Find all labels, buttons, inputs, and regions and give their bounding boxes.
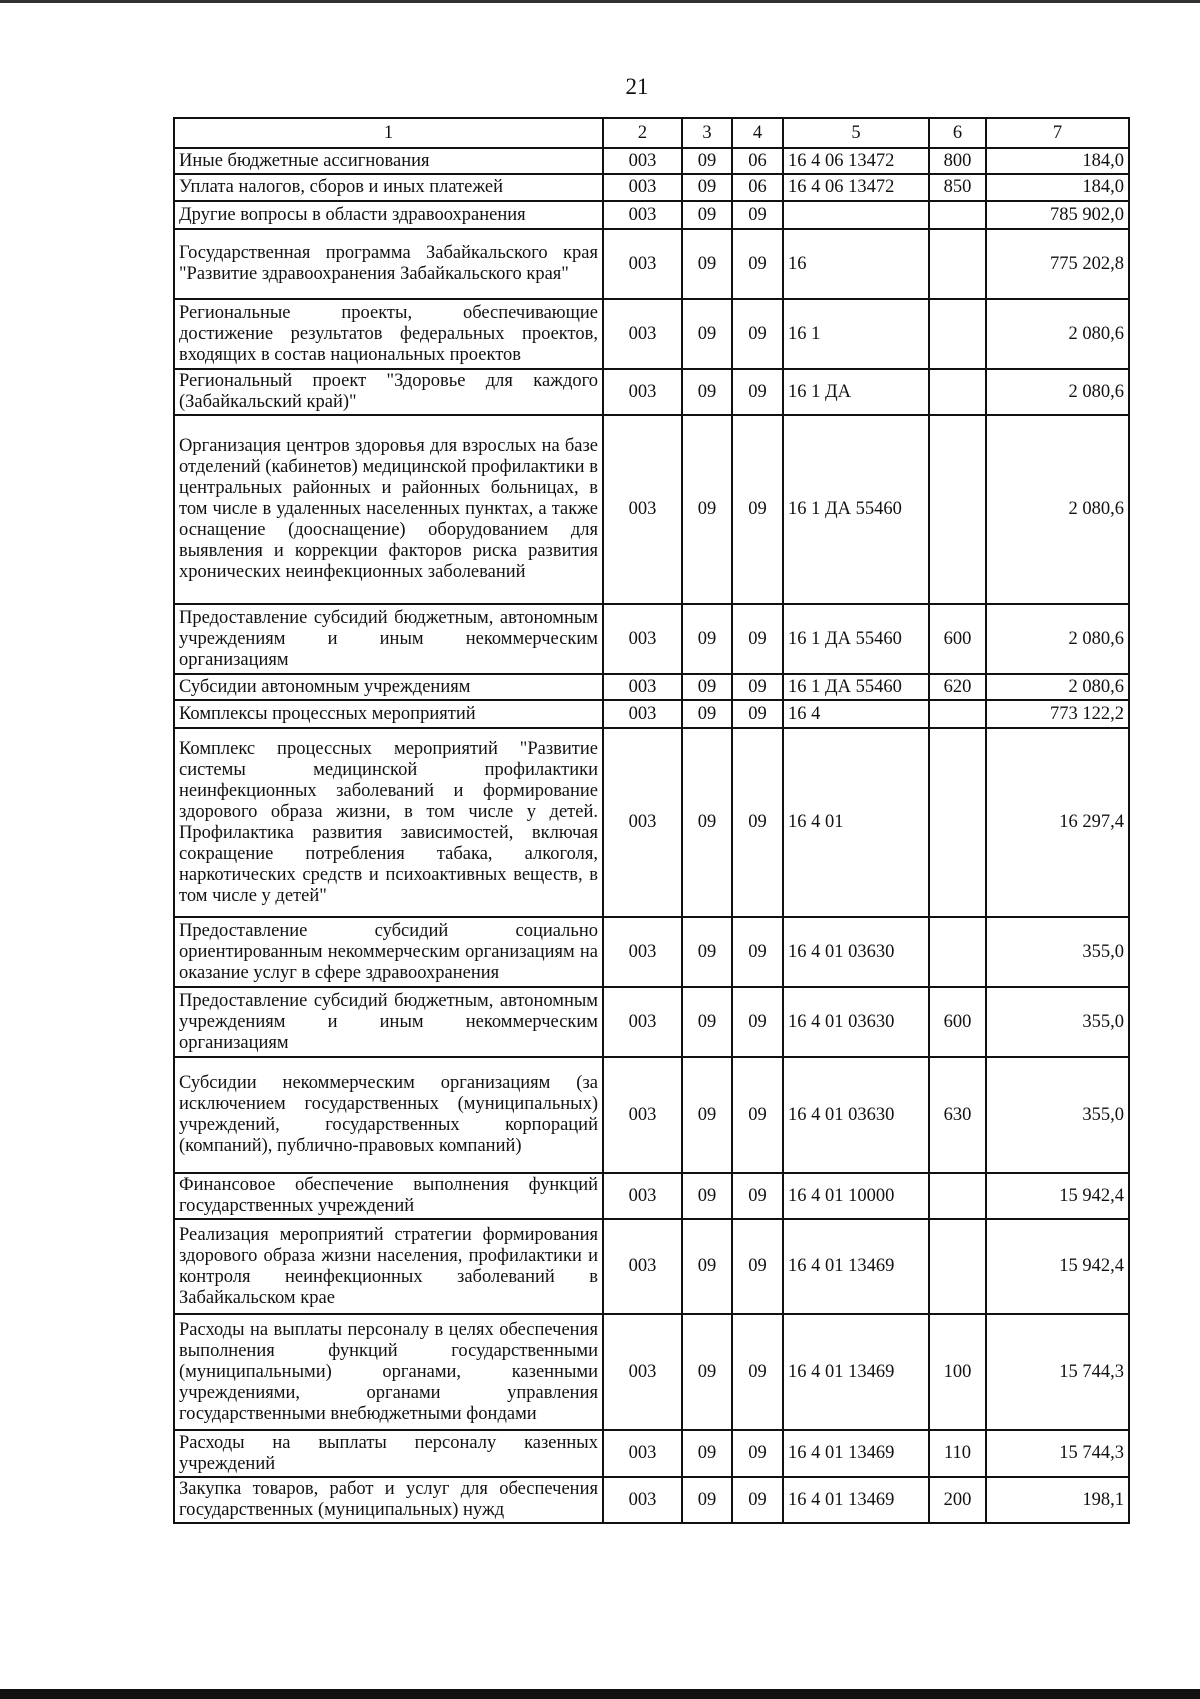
section-cell: 09 (682, 201, 732, 229)
row-name-cell: Региональный проект "Здоровье для каждого (Забайкальский край)" (174, 369, 603, 415)
amount-cell: 16 297,4 (986, 728, 1129, 917)
subsection-cell: 09 (732, 1477, 783, 1523)
amount-cell: 198,1 (986, 1477, 1129, 1523)
header-cell-5: 5 (783, 118, 929, 148)
table-row (174, 987, 1129, 1057)
expense-type-cell (929, 1219, 986, 1314)
row-name-cell: Финансовое обеспечение выполнения функций государственных учреждений (174, 1173, 603, 1219)
subsection-cell: 09 (732, 1219, 783, 1314)
subsection-cell: 09 (732, 201, 783, 229)
expense-type-cell: 100 (929, 1314, 986, 1430)
row-name-cell: Расходы на выплаты персоналу казенных учреждений (174, 1430, 603, 1477)
expense-type-cell: 600 (929, 987, 986, 1057)
subsection-cell: 09 (732, 1057, 783, 1173)
amount-cell: 184,0 (986, 174, 1129, 201)
row-name-cell: Иные бюджетные ассигнования (174, 148, 603, 174)
amount-cell: 355,0 (986, 1057, 1129, 1173)
subsection-cell: 09 (732, 674, 783, 700)
section-cell: 09 (682, 1219, 732, 1314)
table-row (174, 229, 1129, 299)
table-row (174, 415, 1129, 604)
subsection-cell: 09 (732, 700, 783, 728)
code-cell: 003 (603, 415, 682, 604)
subsection-cell: 09 (732, 917, 783, 987)
target-article-cell: 16 1 ДА 55460 (783, 415, 929, 604)
section-cell: 09 (682, 700, 732, 728)
row-name-cell: Уплата налогов, сборов и иных платежей (174, 174, 603, 201)
row-name-cell: Предоставление субсидий социально ориентированным некоммерческим организациям на оказание услуг в сфере здравоохранения (174, 917, 603, 987)
target-article-cell: 16 1 ДА (783, 369, 929, 415)
table-row (174, 1057, 1129, 1173)
header-cell-3: 3 (682, 118, 732, 148)
subsection-cell: 09 (732, 1314, 783, 1430)
amount-cell: 15 942,4 (986, 1219, 1129, 1314)
expense-type-cell (929, 201, 986, 229)
code-cell: 003 (603, 1477, 682, 1523)
table-row (174, 1430, 1129, 1477)
amount-cell: 775 202,8 (986, 229, 1129, 299)
section-cell: 09 (682, 415, 732, 604)
amount-cell: 184,0 (986, 148, 1129, 174)
row-name-cell: Закупка товаров, работ и услуг для обеспечения государственных (муниципальных) нужд (174, 1477, 603, 1523)
section-cell: 09 (682, 674, 732, 700)
table-row (174, 174, 1129, 201)
code-cell: 003 (603, 1430, 682, 1477)
table-header-row (174, 118, 1129, 148)
target-article-cell: 16 4 01 13469 (783, 1219, 929, 1314)
amount-cell: 773 122,2 (986, 700, 1129, 728)
section-cell: 09 (682, 229, 732, 299)
amount-cell: 15 744,3 (986, 1314, 1129, 1430)
subsection-cell: 09 (732, 299, 783, 369)
code-cell: 003 (603, 1219, 682, 1314)
target-article-cell: 16 (783, 229, 929, 299)
amount-cell: 2 080,6 (986, 299, 1129, 369)
expense-type-cell: 850 (929, 174, 986, 201)
header-cell-2: 2 (603, 118, 682, 148)
table-row (174, 148, 1129, 174)
table-row (174, 1173, 1129, 1219)
row-name-cell: Другие вопросы в области здравоохранения (174, 201, 603, 229)
amount-cell: 2 080,6 (986, 415, 1129, 604)
code-cell: 003 (603, 201, 682, 229)
table-row (174, 1219, 1129, 1314)
amount-cell: 355,0 (986, 917, 1129, 987)
target-article-cell: 16 4 01 10000 (783, 1173, 929, 1219)
section-cell: 09 (682, 604, 732, 674)
table-body (174, 118, 1129, 1523)
code-cell: 003 (603, 1173, 682, 1219)
header-cell-1: 1 (174, 118, 603, 148)
expense-type-cell (929, 415, 986, 604)
expense-type-cell (929, 728, 986, 917)
target-article-cell (783, 201, 929, 229)
table-row (174, 369, 1129, 415)
table-row (174, 728, 1129, 917)
section-cell: 09 (682, 148, 732, 174)
section-cell: 09 (682, 1477, 732, 1523)
target-article-cell: 16 4 01 13469 (783, 1314, 929, 1430)
amount-cell: 15 744,3 (986, 1430, 1129, 1477)
target-article-cell: 16 1 ДА 55460 (783, 604, 929, 674)
budget-table (173, 117, 1130, 1524)
section-cell: 09 (682, 1430, 732, 1477)
subsection-cell: 09 (732, 604, 783, 674)
section-cell: 09 (682, 1057, 732, 1173)
target-article-cell: 16 4 01 03630 (783, 917, 929, 987)
table-row (174, 201, 1129, 229)
target-article-cell: 16 4 01 (783, 728, 929, 917)
header-cell-6: 6 (929, 118, 986, 148)
subsection-cell: 09 (732, 369, 783, 415)
target-article-cell: 16 4 06 13472 (783, 174, 929, 201)
table-row (174, 917, 1129, 987)
amount-cell: 785 902,0 (986, 201, 1129, 229)
subsection-cell: 06 (732, 174, 783, 201)
row-name-cell: Расходы на выплаты персоналу в целях обеспечения выполнения функций государственными (муниципальными) органами, казенными учреждениями, органами управления государственными внебюджетными фондами (174, 1314, 603, 1430)
expense-type-cell (929, 229, 986, 299)
section-cell: 09 (682, 987, 732, 1057)
table-row (174, 674, 1129, 700)
section-cell: 09 (682, 174, 732, 201)
expense-type-cell: 630 (929, 1057, 986, 1173)
table-row (174, 700, 1129, 728)
header-cell-4: 4 (732, 118, 783, 148)
row-name-cell: Комплекс процессных мероприятий "Развитие системы медицинской профилактики неинфекционных заболеваний и формирование здорового образа жизни, в том числе у детей. Профилактика развития зависимостей, включая сокращение потребления табака, алкоголя, наркотических средств и психоактивных веществ, в том числе у детей" (174, 728, 603, 917)
row-name-cell: Региональные проекты, обеспечивающие достижение результатов федеральных проектов, входящих в состав национальных проектов (174, 299, 603, 369)
code-cell: 003 (603, 174, 682, 201)
section-cell: 09 (682, 1314, 732, 1430)
target-article-cell: 16 4 06 13472 (783, 148, 929, 174)
subsection-cell: 09 (732, 728, 783, 917)
expense-type-cell: 600 (929, 604, 986, 674)
row-name-cell: Организация центров здоровья для взрослых на базе отделений (кабинетов) медицинской профилактики в центральных районных и районных больницах, в том числе в удаленных населенных пунктах, а также оснащение (дооснащение) оборудованием для выявления и коррекции факторов риска развития хронических неинфекционных заболеваний (174, 415, 603, 604)
row-name-cell: Предоставление субсидий бюджетным, автономным учреждениям и иным некоммерческим организациям (174, 987, 603, 1057)
code-cell: 003 (603, 987, 682, 1057)
row-name-cell: Государственная программа Забайкальского края "Развитие здравоохранения Забайкальского края" (174, 229, 603, 299)
amount-cell: 2 080,6 (986, 369, 1129, 415)
row-name-cell: Реализация мероприятий стратегии формирования здорового образа жизни населения, профилактики и контроля неинфекционных заболеваний в Забайкальском крае (174, 1219, 603, 1314)
amount-cell: 2 080,6 (986, 604, 1129, 674)
table-row (174, 1314, 1129, 1430)
subsection-cell: 09 (732, 415, 783, 604)
expense-type-cell (929, 369, 986, 415)
expense-type-cell (929, 700, 986, 728)
subsection-cell: 09 (732, 1173, 783, 1219)
code-cell: 003 (603, 728, 682, 917)
expense-type-cell (929, 1173, 986, 1219)
top-border-line (0, 0, 1200, 3)
subsection-cell: 06 (732, 148, 783, 174)
target-article-cell: 16 4 01 13469 (783, 1477, 929, 1523)
bottom-scan-edge (0, 1689, 1200, 1699)
amount-cell: 2 080,6 (986, 674, 1129, 700)
header-cell-7: 7 (986, 118, 1129, 148)
target-article-cell: 16 4 01 13469 (783, 1430, 929, 1477)
code-cell: 003 (603, 369, 682, 415)
section-cell: 09 (682, 1173, 732, 1219)
target-article-cell: 16 1 (783, 299, 929, 369)
code-cell: 003 (603, 229, 682, 299)
subsection-cell: 09 (732, 229, 783, 299)
code-cell: 003 (603, 1057, 682, 1173)
code-cell: 003 (603, 1314, 682, 1430)
subsection-cell: 09 (732, 987, 783, 1057)
expense-type-cell: 800 (929, 148, 986, 174)
row-name-cell: Предоставление субсидий бюджетным, автономным учреждениям и иным некоммерческим организациям (174, 604, 603, 674)
target-article-cell: 16 4 01 03630 (783, 1057, 929, 1173)
code-cell: 003 (603, 700, 682, 728)
section-cell: 09 (682, 369, 732, 415)
row-name-cell: Субсидии автономным учреждениям (174, 674, 603, 700)
expense-type-cell (929, 917, 986, 987)
code-cell: 003 (603, 148, 682, 174)
section-cell: 09 (682, 917, 732, 987)
amount-cell: 15 942,4 (986, 1173, 1129, 1219)
amount-cell: 355,0 (986, 987, 1129, 1057)
code-cell: 003 (603, 674, 682, 700)
expense-type-cell (929, 299, 986, 369)
table-row (174, 604, 1129, 674)
subsection-cell: 09 (732, 1430, 783, 1477)
code-cell: 003 (603, 604, 682, 674)
row-name-cell: Комплексы процессных мероприятий (174, 700, 603, 728)
target-article-cell: 16 4 01 03630 (783, 987, 929, 1057)
section-cell: 09 (682, 728, 732, 917)
code-cell: 003 (603, 299, 682, 369)
page-number: 21 (625, 74, 649, 99)
table-row (174, 299, 1129, 369)
expense-type-cell: 110 (929, 1430, 986, 1477)
section-cell: 09 (682, 299, 732, 369)
table-row (174, 1477, 1129, 1523)
row-name-cell: Субсидии некоммерческим организациям (за исключением государственных (муниципальных) учреждений, государственных корпораций (компаний), публично-правовых компаний) (174, 1057, 603, 1173)
target-article-cell: 16 1 ДА 55460 (783, 674, 929, 700)
expense-type-cell: 620 (929, 674, 986, 700)
code-cell: 003 (603, 917, 682, 987)
expense-type-cell: 200 (929, 1477, 986, 1523)
target-article-cell: 16 4 (783, 700, 929, 728)
